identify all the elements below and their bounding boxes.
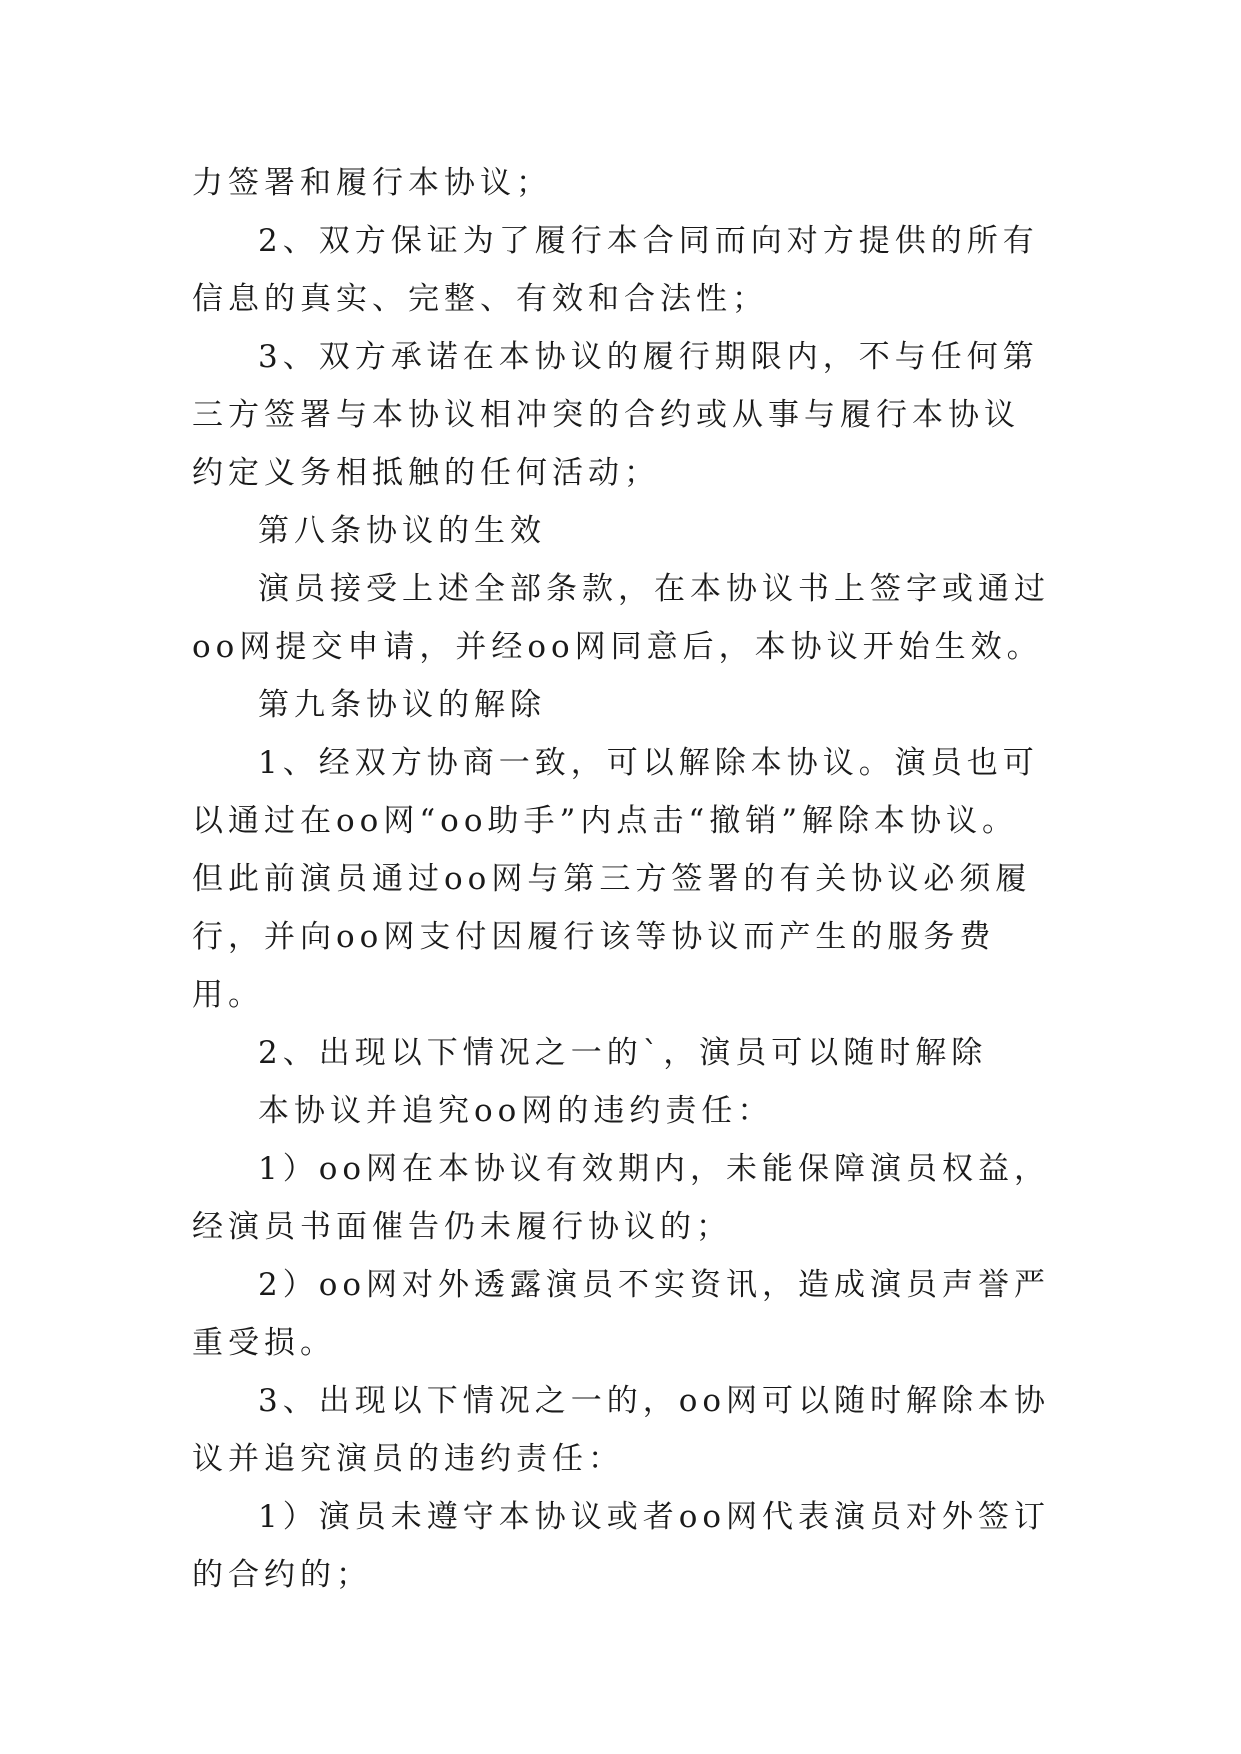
- section-heading: 第九条协议的解除: [258, 687, 546, 723]
- document-body: [192, 154, 1054, 1604]
- paragraph: 3、双方承诺在本协议的履行期限内，不与任何第三方签署与本协议相冲突的合约或从事与履行本协议约定义务相抵触的任何活动；: [192, 339, 1039, 491]
- paragraph: 2、双方保证为了履行本合同而向对方提供的所有信息的真实、完整、有效和合法性；: [192, 223, 1039, 317]
- paragraph: 1、经双方协商一致，可以解除本协议。演员也可以通过在oo网“oo助手”内点击“撤销”解除本协议。但此前演员通过oo网与第三方签署的有关协议必须履行，并向oo网支付因履行该等协议而产生的服务费用。: [192, 745, 1039, 1013]
- paragraph: 3、出现以下情况之一的，oo网可以随时解除本协议并追究演员的违约责任：: [192, 1383, 1051, 1477]
- paragraph: 2、出现以下情况之一的`，演员可以随时解除: [258, 1035, 988, 1071]
- paragraph: 力签署和履行本协议；: [192, 165, 552, 201]
- paragraph: 本协议并追究oo网的违约责任：: [258, 1093, 774, 1129]
- section-heading: 第八条协议的生效: [258, 513, 546, 549]
- paragraph: 1）oo网在本协议有效期内，未能保障演员权益，经演员书面催告仍未履行协议的；: [192, 1151, 1051, 1245]
- paragraph: 2）oo网对外透露演员不实资讯，造成演员声誉严重受损。: [192, 1267, 1051, 1361]
- paragraph: 1）演员未遵守本协议或者oo网代表演员对外签订的合约的；: [192, 1499, 1051, 1593]
- paragraph: 演员接受上述全部条款，在本协议书上签字或通过oo网提交申请，并经oo网同意后，本协议开始生效。: [192, 571, 1050, 665]
